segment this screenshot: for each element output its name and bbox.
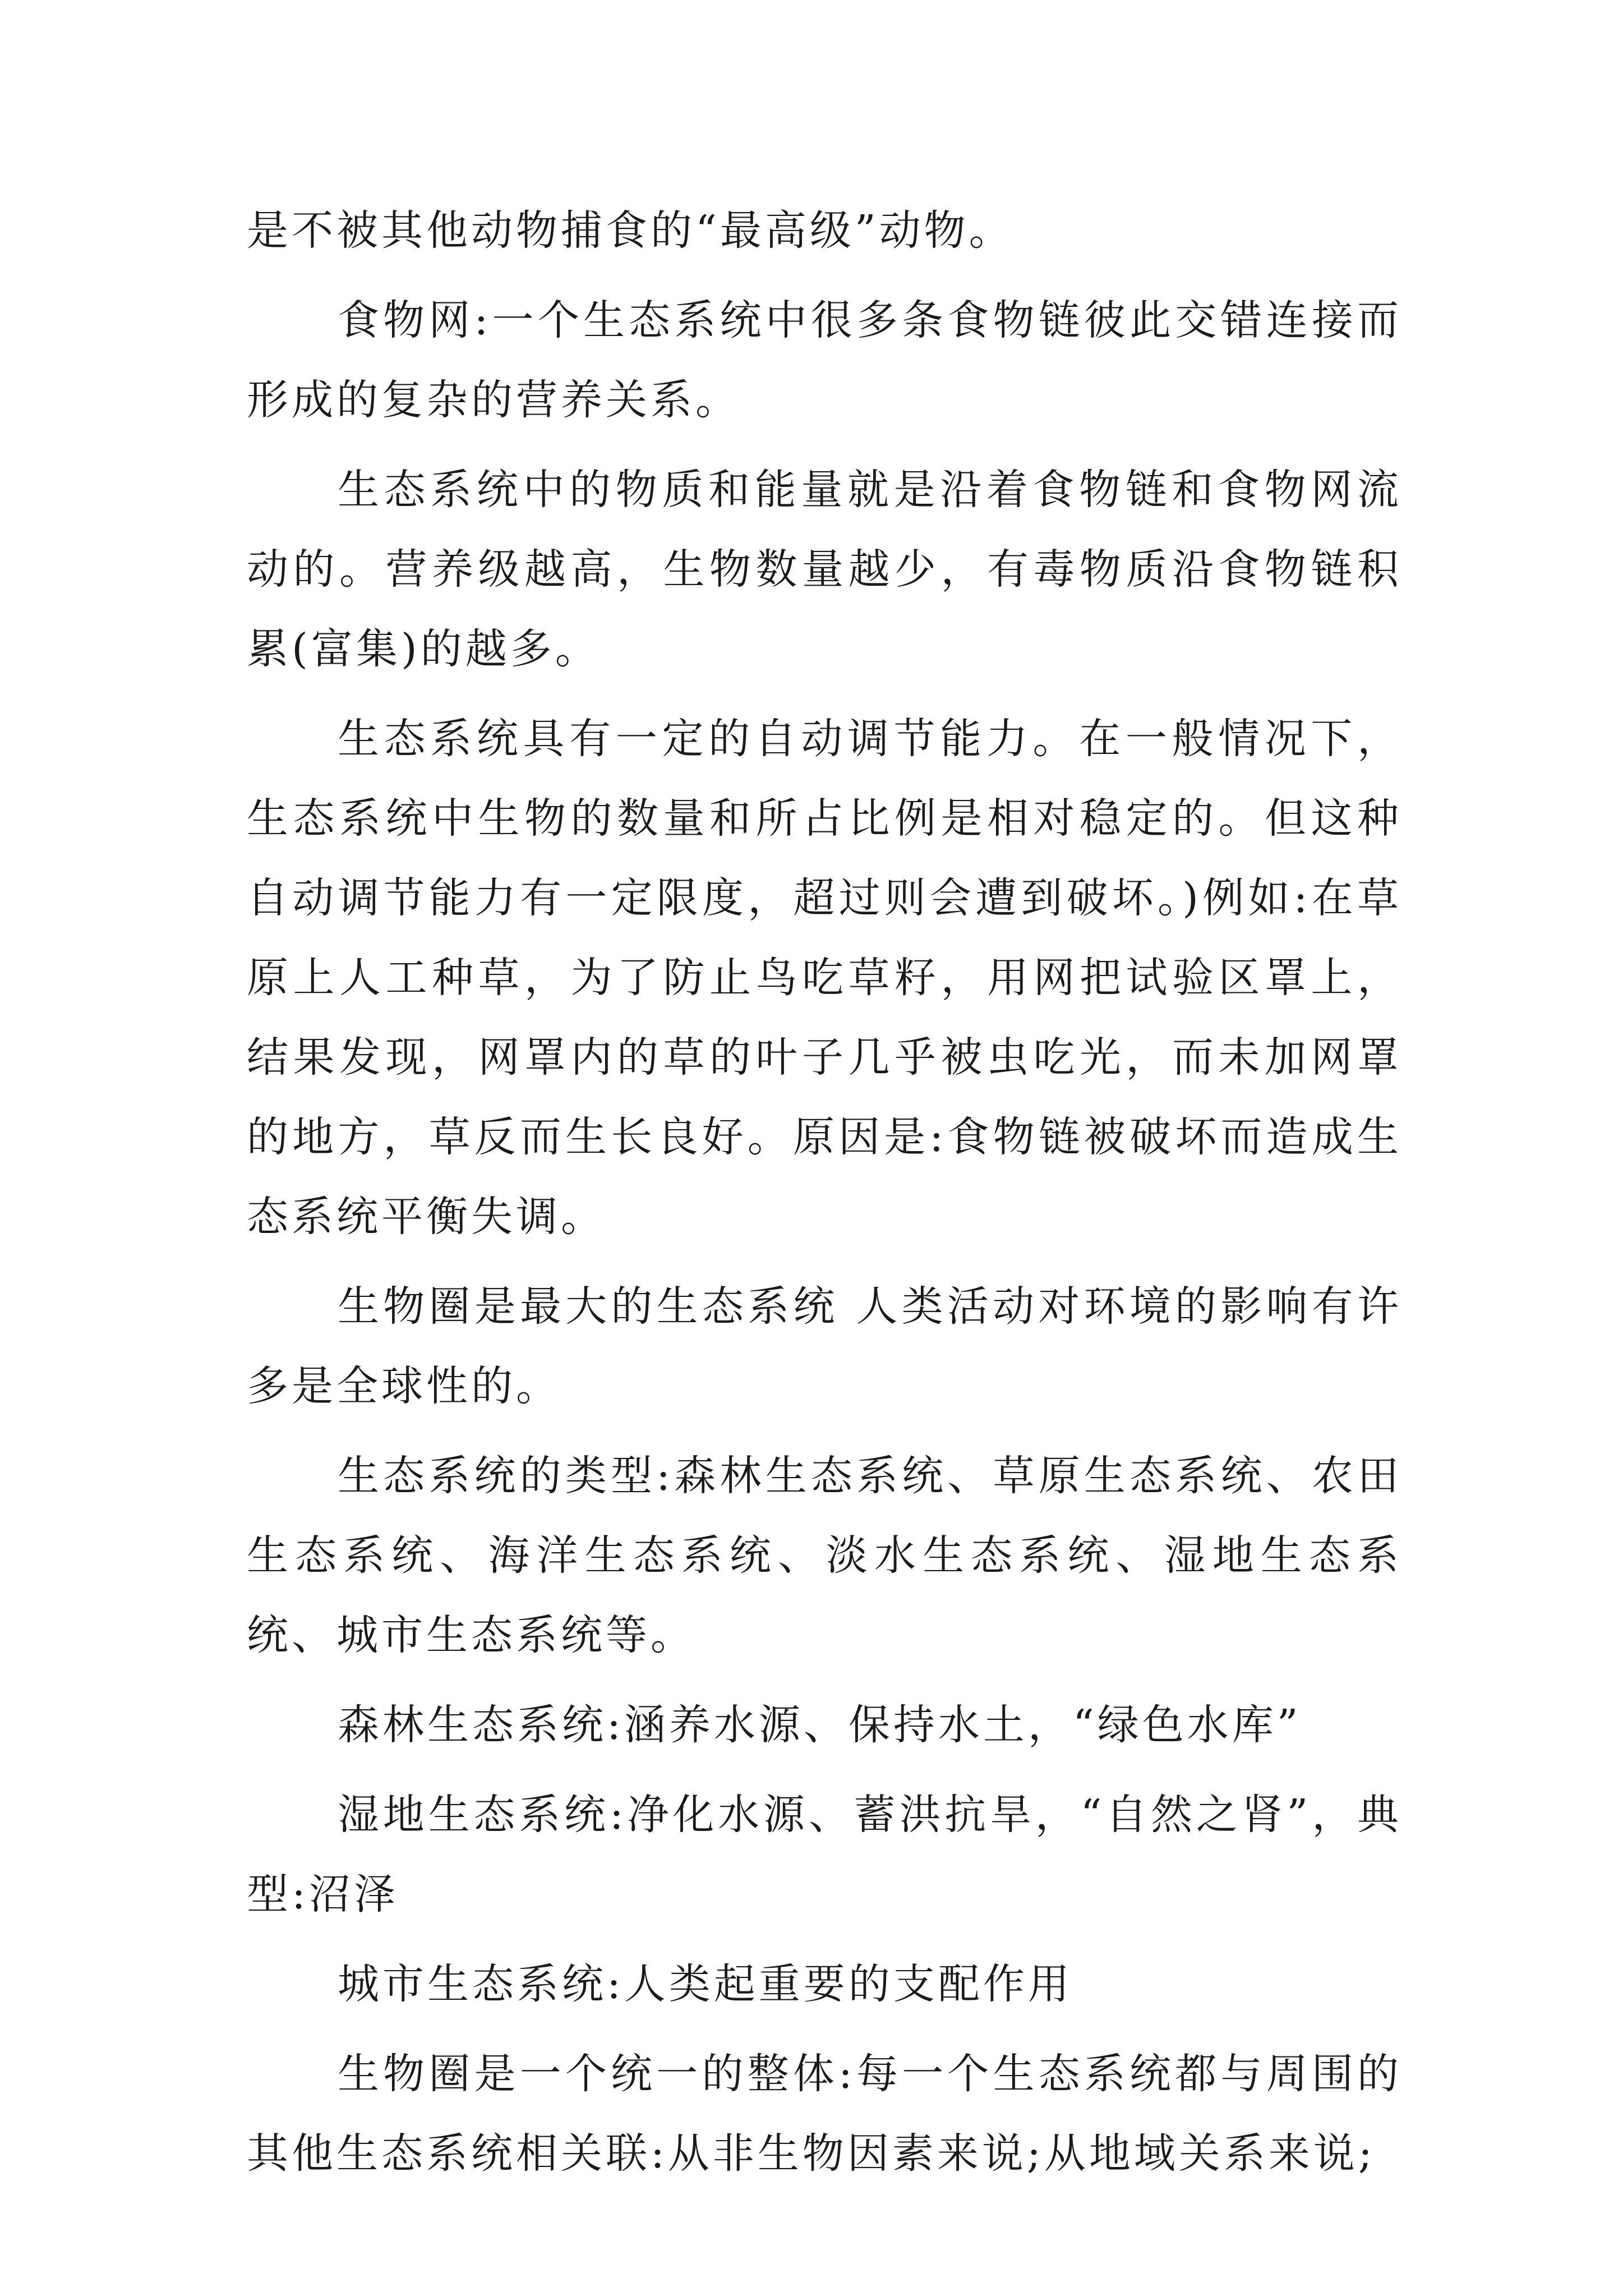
paragraph-energy-flow: 生态系统中的物质和能量就是沿着食物链和食物网流动的。营养级越高，生物数量越少，有毒物质沿食物链积累(富集)的越多。 xyxy=(247,466,1402,673)
paragraph-forest-ecosystem: 森林生态系统:涵养水源、保持水土，“绿色水库” xyxy=(338,1701,1302,1749)
paragraph-self-regulation: 生态系统具有一定的自动调节能力。在一般情况下，生态系统中生物的数量和所占比例是相对稳定的。但这种自动调节能力有一定限度，超过则会遭到破坏。)例如:在草原上人工种草，为了防止鸟吃草籽，用网把试验区罩上，结果发现，网罩内的草的叶子几乎被虫吃光，而未加网罩的地方，草反而生长良好。原因是:食物链被破坏而造成生态系统平衡失调。 xyxy=(247,715,1402,1241)
paragraph-biosphere-unity: 生物圈是一个统一的整体:每一个生态系统都与周围的其他生态系统相关联:从非生物因素来说;从地域关系来说; xyxy=(247,2050,1402,2178)
paragraph-wetland-ecosystem: 湿地生态系统:净化水源、蓄洪抗旱，“自然之肾”，典型:沼泽 xyxy=(247,1791,1402,1918)
paragraph-continuation: 是不被其他动物捕食的“最高级”动物。 xyxy=(247,206,1014,255)
document-body xyxy=(247,191,1402,2203)
paragraph-urban-ecosystem: 城市生态系统:人类起重要的支配作用 xyxy=(338,1960,1073,2008)
paragraph-biosphere-largest: 生物圈是最大的生态系统 人类活动对环境的影响有许多是全球性的。 xyxy=(247,1282,1402,1410)
paragraph-food-web: 食物网:一个生态系统中很多条食物链彼此交错连接而形成的复杂的营养关系。 xyxy=(247,296,1402,424)
paragraph-ecosystem-types: 生态系统的类型:森林生态系统、草原生态系统、农田生态系统、海洋生态系统、淡水生态系统、湿地生态系统、城市生态系统等。 xyxy=(247,1452,1402,1659)
